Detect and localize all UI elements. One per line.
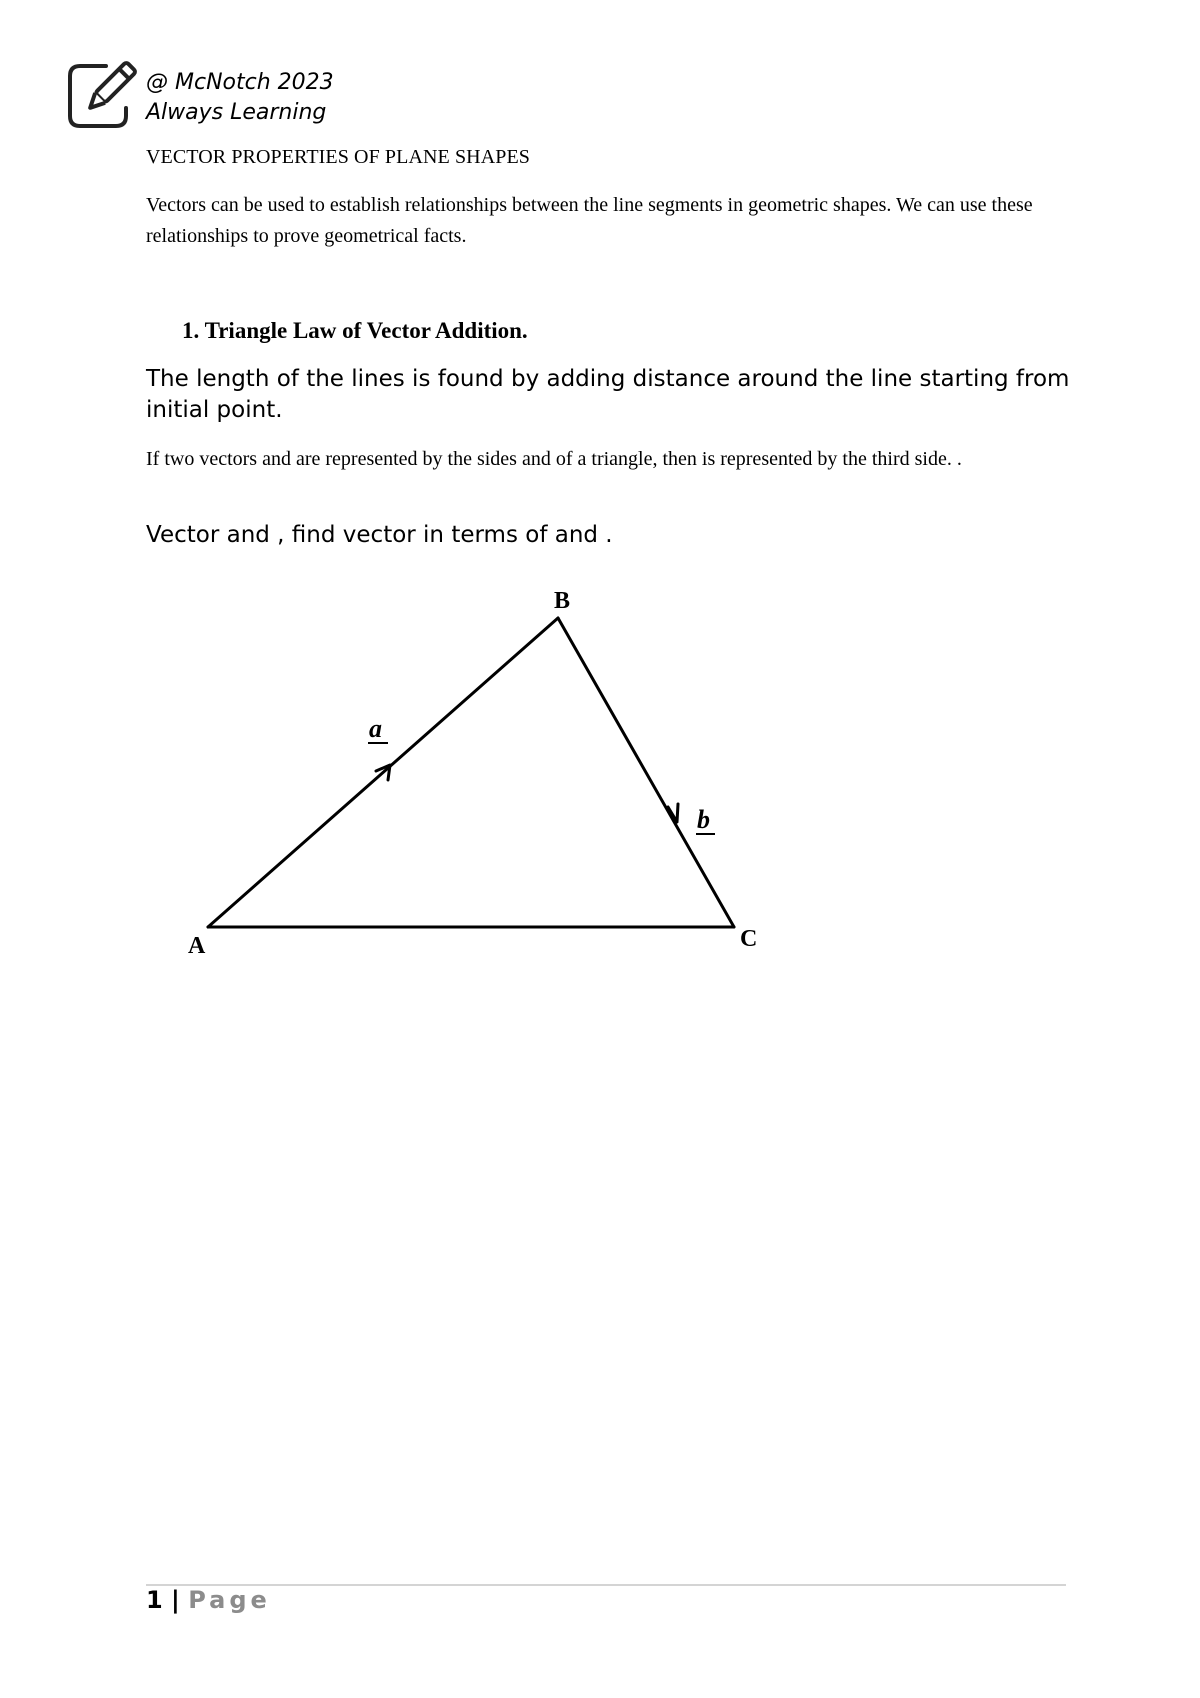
section-heading: 1. Triangle Law of Vector Addition.: [182, 318, 528, 343]
vertex-a-label: A: [188, 933, 206, 959]
paragraph-question: Vector and , find vector in terms of and .: [146, 522, 613, 548]
side-bc: [558, 618, 734, 927]
header-tagline: Always Learning: [146, 100, 327, 125]
vertex-b-label: B: [554, 588, 571, 614]
vertex-c-label: C: [740, 926, 758, 952]
document-title: VECTOR PROPERTIES OF PLANE SHAPES: [146, 146, 531, 168]
header-brand: @ McNotch 2023: [146, 70, 334, 95]
footer-separator: |: [162, 1586, 189, 1614]
page-label: Page: [188, 1586, 271, 1614]
page-number: 1: [146, 1586, 163, 1614]
paragraph-length: The length of the lines is found by adding distance around the line starting from initial point.: [146, 366, 1070, 423]
footer-divider: [146, 1584, 1066, 1586]
vector-b-label: b: [697, 805, 710, 834]
side-ab: [208, 618, 558, 927]
paragraph-triangle-law: If two vectors and are represented by the sides and of a triangle, then is represented by the third side. .: [146, 448, 962, 470]
vector-a-label: a: [369, 714, 382, 743]
page-footer: [146, 1586, 271, 1614]
intro-paragraph: Vectors can be used to establish relationships between the line segments in geometric shapes. We can use these relationships to prove geometrical facts.: [146, 194, 1033, 247]
